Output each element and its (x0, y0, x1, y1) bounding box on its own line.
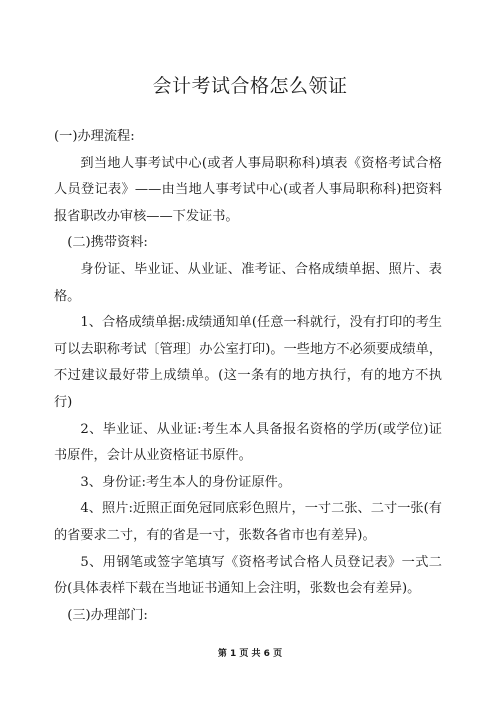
document-body (54, 124, 442, 629)
page-footer: 第 1 页 共 6 页 (217, 649, 283, 659)
section-heading-process: (一)办理流程: (54, 129, 135, 144)
paragraph-item-3: 3、身份证:考生本人的身份证原件。 (80, 474, 292, 490)
paragraph-item-5: 5、用钢笔或签字笔填写《资格考试合格人员登记表》一式二份(具体表样下载在当地证书通知上会注明，张数也会有差异)。 (54, 554, 442, 597)
paragraph-item-1: 1、合格成绩单据:成绩通知单(任意一科就行，没有打印的考生可以去职称考试〔管理〕办公室打印)。一些地方不必须要成绩单，不过建议最好带上成绩单。(这一条有的地方执行，有的地方不执行) (54, 315, 442, 410)
paragraph-materials-list: 身份证、毕业证、从业证、准考证、合格成绩单据、照片、表格。 (54, 261, 442, 304)
section-heading-department: (三)办理部门: (67, 607, 148, 623)
paragraph-process-steps: 到当地人事考试中心(或者人事局职称科)填表《资格考试合格人员登记表》——由当地人事考试中心(或者人事局职称科)把资料报省职改办审核——下发证书。 (54, 155, 442, 224)
document-title: 会计考试合格怎么领证 (152, 75, 348, 97)
paragraph-item-2: 2、毕业证、从业证:考生本人具备报名资格的学历(或学位)证书原件，会计从业资格证书原件。 (54, 421, 442, 464)
section-heading-materials: (二)携带资料: (67, 235, 148, 251)
paragraph-item-4: 4、照片:近照正面免冠同底彩色照片，一寸二张、二寸一张(有的省要求二寸，有的省是一寸，张数各省市也有差异)。 (54, 501, 442, 543)
